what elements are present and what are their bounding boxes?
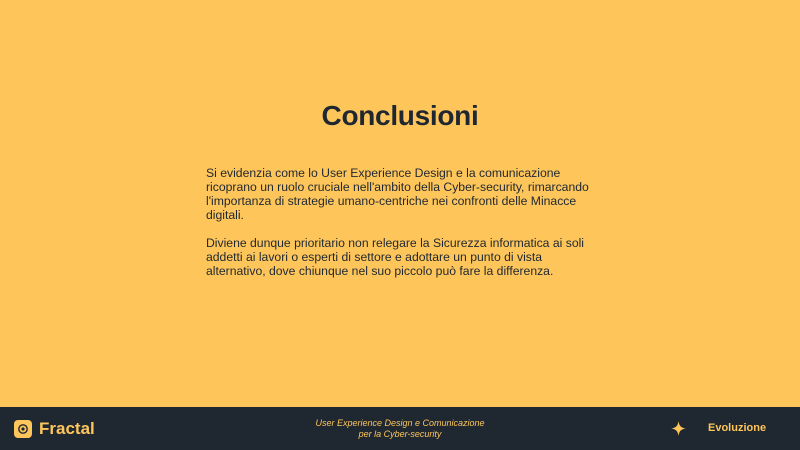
paragraph-1: Si evidenzia come lo User Experience Design e la comunicazione ricoprano un ruolo cruciale nell'ambito della Cyber-security, rimarcando l'importanza di strategie umano-centriche nei confronti delle Minacce digitali. xyxy=(206,166,589,222)
slide-title: Conclusioni xyxy=(321,100,479,131)
paragraph-2: Diviene dunque prioritario non relegare la Sicurezza informatica ai soli addetti ai lavori o esperti di settore e adottare un punto di vista alternativo, dove chiunque nel suo piccolo può fare la differenza. xyxy=(206,236,585,278)
brand-name: Fractal xyxy=(39,419,95,438)
subtitle-line-2: per la Cyber-security xyxy=(358,429,442,439)
sparkle-icon xyxy=(671,421,686,436)
presentation-subtitle xyxy=(250,418,550,440)
section-label: Evoluzione xyxy=(708,422,767,434)
slide-body xyxy=(206,166,598,292)
subtitle-line-1: User Experience Design e Comunicazione xyxy=(315,418,485,428)
brand xyxy=(14,418,95,440)
fractal-logo-icon xyxy=(14,420,32,438)
footer-bar xyxy=(0,407,800,450)
